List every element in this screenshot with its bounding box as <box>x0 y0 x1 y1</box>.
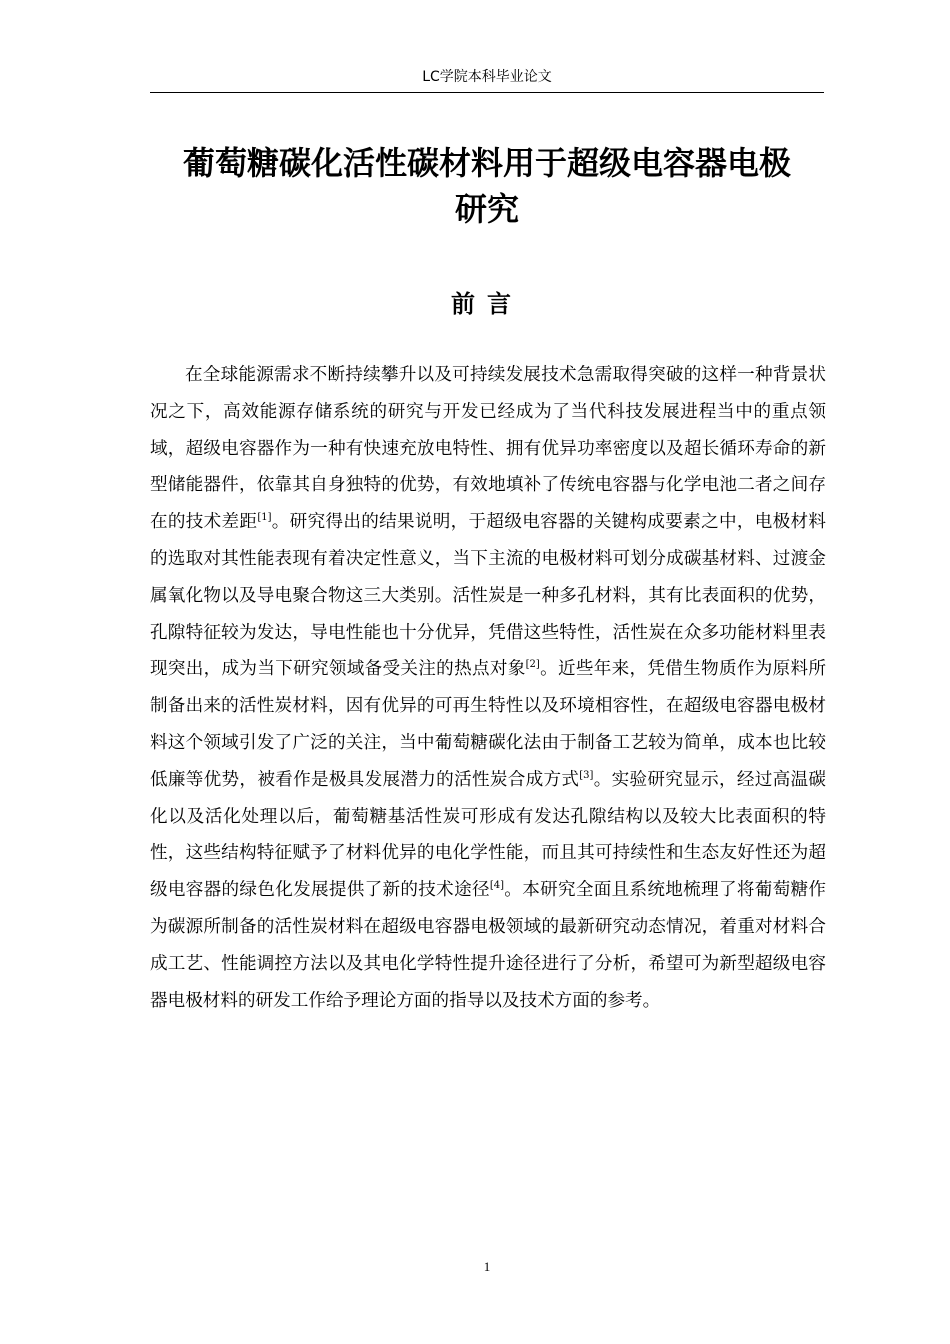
citation-ref-4: [4] <box>489 880 505 892</box>
paper-title-line-1: 葡萄糖碳化活性碳材料用于超级电容器电极 <box>182 144 791 182</box>
paper-title-line-2: 研究 <box>454 190 519 228</box>
preface-paragraph <box>150 357 826 1019</box>
citation-ref-3: [3] <box>579 769 594 781</box>
paper-title <box>140 140 834 232</box>
paragraph-segment: 在全球能源需求不断持续攀升以及可持续发展技术急需取得突破的这样一种背景状况之下，高效能源存储系统的研究与开发已经成为了当代科技发展进程当中的重点领域，超级电容器作为一种有快速充放电特性、拥有优异功率密度以及超长循环寿命的新型储能器件，依靠其自身独特的优势，有效地填补了传统电容器与化学电池二者之间存在的技术差距 <box>150 365 826 533</box>
citation-ref-1: [1] <box>257 512 272 524</box>
paragraph-segment: 。研究得出的结果说明，于超级电容器的关键构成要素之中，电极材料的选取对其性能表现有着决定性意义，当下主流的电极材料可划分成碳基材料、过渡金属氧化物以及导电聚合物这三大类别。活性炭是一种多孔材料，其有比表面积的优势，孔隙特征较为发达，导电性能也十分优异，凭借这些特性，活性炭在众多功能材料里表现突出，成为当下研究领域备受关注的热点对象 <box>150 512 826 680</box>
paragraph-segment: 。实验研究显示，经过高温碳化以及活化处理以后，葡萄糖基活性炭可形成有发达孔隙结构以及较大比表面积的特性，这些结构特征赋予了材料优异的电化学性能，而且其可持续性和生态友好性还为超级电容器的绿色化发展提供了新的技术途径 <box>150 769 826 901</box>
paragraph-segment: 。本研究全面且系统地梳理了将葡萄糖作为碳源所制备的活性炭材料在超级电容器电极领域的最新研究动态情况，着重对材料合成工艺、性能调控方法以及其电化学特性提升途径进行了分析，希望可为新型超级电容器电极材料的研发工作给予理论方面的指导以及技术方面的参考。 <box>150 880 826 1011</box>
citation-ref-2: [2] <box>525 659 540 671</box>
running-header: LC学院本科毕业论文 <box>150 66 824 93</box>
paragraph-segment: 。近些年来，凭借生物质作为原料所制备出来的活性炭材料，因有优异的可再生特性以及环境相容性，在超级电容器电极材料这个领域引发了广泛的关注，当中葡萄糖碳化法由于制备工艺较为简单，成本也比较低廉等优势，被看作是极具发展潜力的活性炭合成方式 <box>150 659 826 790</box>
page-number: 1 <box>483 1259 491 1274</box>
section-heading-preface: 前言 <box>451 290 523 318</box>
